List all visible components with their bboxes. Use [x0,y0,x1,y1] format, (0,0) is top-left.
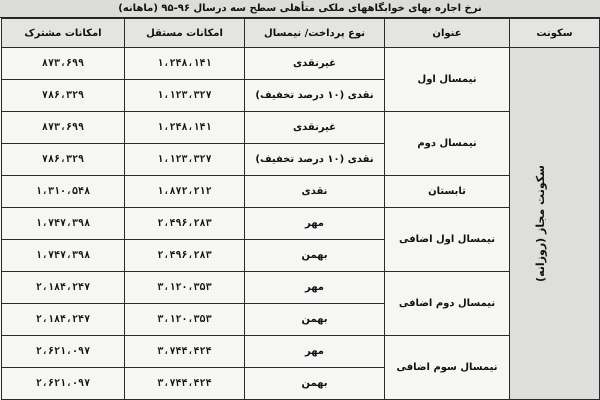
payment-type-cell: بهمن [245,368,385,400]
rent-rate-table [1,18,600,400]
independent-price-cell: ۱،۲۴۸،۱۴۱ [125,48,245,80]
payment-type-cell: بهمن [245,240,385,272]
header-semester: عنوان [385,19,510,48]
independent-price-cell: ۱،۱۲۳،۳۲۷ [125,80,245,112]
independent-price-cell: ۳،۷۴۴،۴۲۴ [125,336,245,368]
shared-price-cell: ۲،۱۸۴،۲۴۷ [2,272,125,304]
semester-cell: نیمسال اول [385,48,510,112]
payment-type-cell: غیرنقدی [245,112,385,144]
header-shared: امکانات مشترک [2,19,125,48]
semester-cell: نیمسال اول اضافی [385,208,510,272]
shared-price-cell: ۱،۳۱۰،۵۴۸ [2,176,125,208]
independent-price-cell: ۳،۷۴۴،۴۲۴ [125,368,245,400]
independent-price-cell: ۳،۱۲۰،۳۵۳ [125,272,245,304]
independent-price-cell: ۱،۲۴۸،۱۴۱ [125,112,245,144]
shared-price-cell: ۲،۶۲۱،۰۹۷ [2,336,125,368]
shared-price-cell: ۸۷۳،۶۹۹ [2,112,125,144]
shared-price-cell: ۲،۶۲۱،۰۹۷ [2,368,125,400]
independent-price-cell: ۱،۱۲۳،۳۲۷ [125,144,245,176]
payment-type-cell: مهر [245,208,385,240]
header-independent: امکانات مستقل [125,19,245,48]
payment-type-cell: بهمن [245,304,385,336]
header-row [2,19,600,48]
payment-type-cell: نقدی [245,176,385,208]
payment-type-cell: نقدی (۱۰ درصد تخفیف) [245,144,385,176]
group-cell [510,48,600,400]
header-payment-type: نوع پرداخت/ نیمسال [245,19,385,48]
payment-type-cell: مهر [245,336,385,368]
semester-cell: نیمسال سوم اضافی [385,336,510,400]
payment-type-cell: نقدی (۱۰ درصد تخفیف) [245,80,385,112]
table-title: نرخ اجاره بهای خوابگاههای ملکی متأهلی سطح سه درسال ۹۶-۹۵ (ماهانه) [0,0,600,18]
header-group: سکونت [510,19,600,48]
semester-cell: نیمسال دوم [385,112,510,176]
payment-type-cell: مهر [245,272,385,304]
shared-price-cell: ۸۷۳،۶۹۹ [2,48,125,80]
payment-type-cell: غیرنقدی [245,48,385,80]
shared-price-cell: ۷۸۶،۳۲۹ [2,144,125,176]
shared-price-cell: ۱،۷۴۷،۳۹۸ [2,208,125,240]
independent-price-cell: ۲،۴۹۶،۲۸۳ [125,240,245,272]
shared-price-cell: ۷۸۶،۳۲۹ [2,80,125,112]
shared-price-cell: ۱،۷۴۷،۳۹۸ [2,240,125,272]
semester-cell: نیمسال دوم اضافی [385,272,510,336]
group-label: سکونت مجاز (روزانه) [534,165,548,282]
semester-cell: تابستان [385,176,510,208]
independent-price-cell: ۱،۸۷۲،۲۱۲ [125,176,245,208]
independent-price-cell: ۳،۱۲۰،۳۵۳ [125,304,245,336]
independent-price-cell: ۲،۴۹۶،۲۸۳ [125,208,245,240]
shared-price-cell: ۲،۱۸۴،۲۴۷ [2,304,125,336]
table-row [2,48,600,80]
